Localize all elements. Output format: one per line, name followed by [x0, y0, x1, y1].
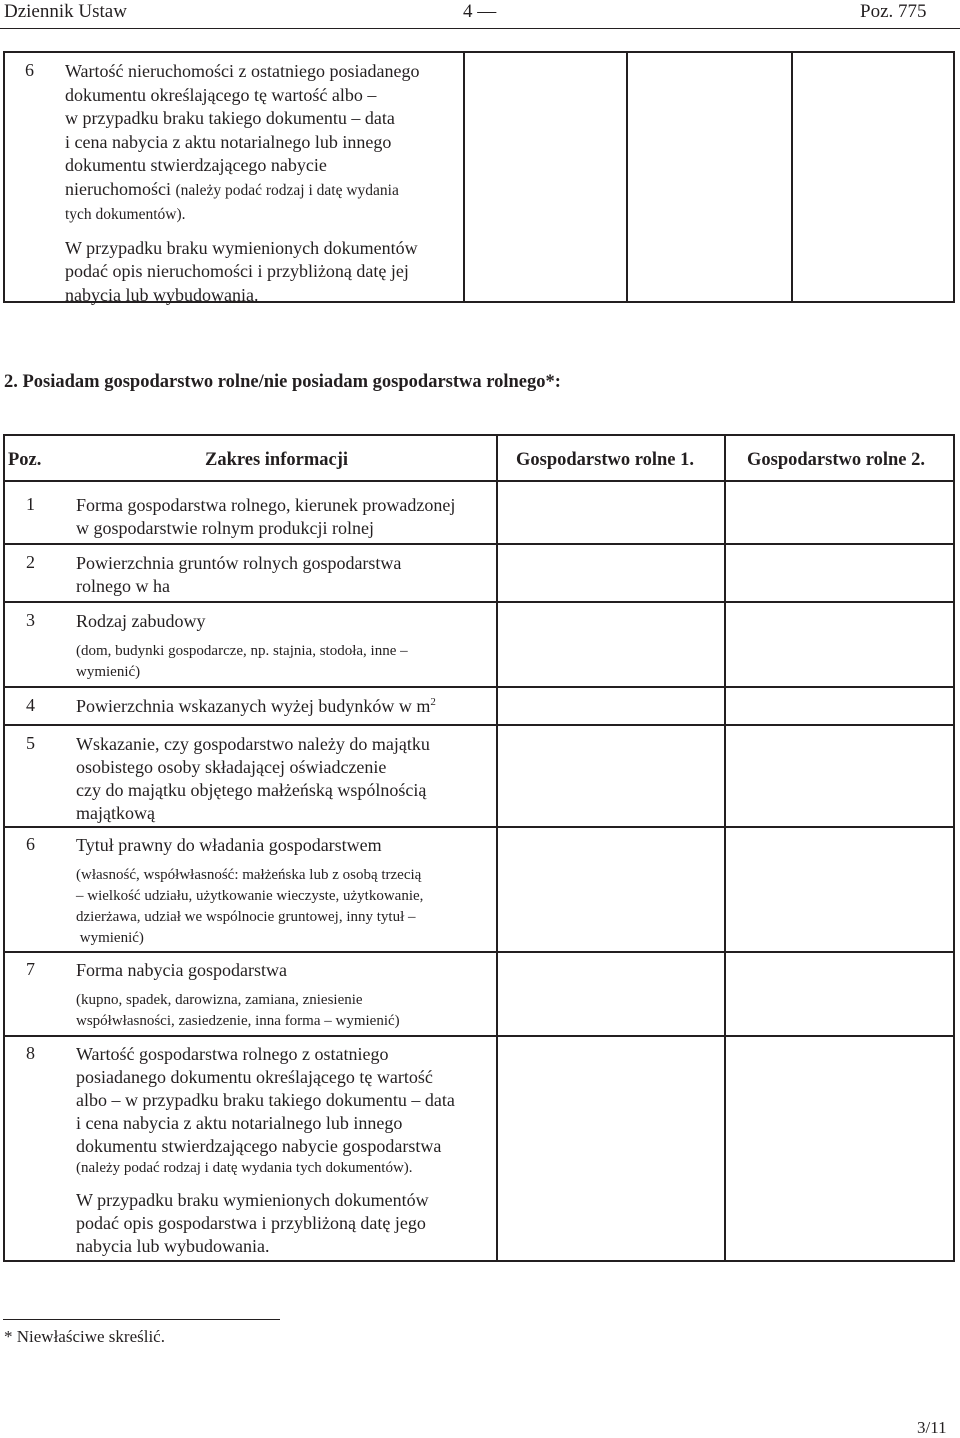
row-divider [5, 724, 953, 726]
position-number: Poz. 775 [860, 1, 927, 22]
text-note: (należy podać rodzaj i datę wydania tych dokumentów). [76, 1160, 413, 1176]
row-description [76, 959, 496, 1032]
text-note: tych dokumentów). [65, 206, 186, 223]
footnote: * Niewłaściwe skreślić. [4, 1327, 165, 1346]
row-description [76, 610, 496, 683]
text-line: W przypadku braku wymienionych dokumentów [65, 237, 418, 258]
row-number: 6 [26, 834, 35, 854]
text-line: dokumentu stwierdzającego nabycie [65, 155, 327, 175]
text-line: nabycia lub wybudowania. [65, 284, 259, 305]
table-column-divider [791, 53, 793, 301]
text-line: dokumentu stwierdzającego nabycie gospodarstwa [76, 1136, 442, 1156]
text-line: posiadanego dokumentu określającego tę wartość [76, 1067, 433, 1087]
text-line: podać opis nieruchomości i przybliżoną datę jej [65, 261, 409, 281]
table-column-divider [626, 53, 628, 301]
text-note: – wielkość udziału, użytkowanie wieczyste, użytkowanie, [76, 888, 424, 904]
row-divider [5, 826, 953, 828]
row-description [76, 552, 496, 598]
text-line: Forma nabycia gospodarstwa [76, 960, 287, 980]
text-line: Powierzchnia gruntów rolnych gospodarstwa [76, 553, 402, 573]
text-line: Wartość nieruchomości z ostatniego posiadanego [65, 61, 420, 81]
section-heading: 2. Posiadam gospodarstwo rolne/nie posiadam gospodarstwa rolnego*: [4, 372, 561, 392]
text-note: dzierżawa, udział we wspólnocie gruntowej, inny tytuł – [76, 909, 416, 925]
row-description [76, 1043, 496, 1258]
text-note: (własność, współwłasność: małżeńska lub z osobą trzecią [76, 867, 422, 883]
superscript: 2 [430, 696, 436, 708]
header-poz: Poz. [8, 450, 42, 470]
row-divider [5, 601, 953, 603]
row-number: 5 [26, 733, 35, 753]
header-farm-2: Gospodarstwo rolne 2. [747, 450, 925, 470]
text-line: i cena nabycia z aktu notarialnego lub innego [76, 1113, 403, 1133]
row-divider [5, 1035, 953, 1037]
row-description [76, 733, 496, 825]
text-line: Forma gospodarstwa rolnego, kierunek prowadzonej [76, 495, 456, 515]
header-zakres: Zakres informacji [205, 450, 349, 470]
text-note: wymienić) [76, 930, 144, 946]
text-line: w gospodarstwie rolnym produkcji rolnej [76, 518, 374, 538]
row-divider [5, 686, 953, 688]
text-line: nabycia lub wybudowania. [76, 1236, 270, 1256]
text-line: Powierzchnia wskazanych wyżej budynków w m [76, 696, 431, 716]
row-description [65, 60, 460, 307]
row-description [76, 695, 496, 718]
row-number: 1 [26, 494, 35, 514]
row-divider [5, 543, 953, 545]
header-rule [0, 28, 960, 29]
row-number: 7 [26, 959, 35, 979]
row-number: 2 [26, 552, 35, 572]
text-note: wymienić) [76, 664, 141, 680]
text-line: dokumentu określającego tę wartość albo – [65, 84, 377, 105]
text-note: (dom, budynki gospodarcze, np. stajnia, stodoła, inne – [76, 643, 408, 659]
table-column-divider [496, 436, 498, 1260]
text-line: majątkową [76, 803, 155, 823]
row-divider [5, 951, 953, 953]
text-line: Wskazanie, czy gospodarstwo należy do majątku [76, 734, 430, 754]
row-number: 3 [26, 610, 35, 630]
table-column-divider [724, 436, 726, 1260]
text-note: (należy podać rodzaj i datę wydania [175, 181, 399, 199]
text-line: Tytuł prawny do władania gospodarstwem [76, 835, 382, 855]
text-line: Rodzaj zabudowy [76, 611, 206, 631]
text-line: osobistego osoby składającej oświadczenie [76, 757, 387, 777]
row-description [76, 494, 496, 540]
text-note: (kupno, spadek, darowizna, zamiana, zniesienie [76, 992, 363, 1008]
header-divider [5, 480, 953, 482]
page-marker: 4 — [463, 1, 497, 22]
row-number: 8 [26, 1043, 35, 1063]
text-line: Wartość gospodarstwa rolnego z ostatniego [76, 1044, 389, 1064]
row-number: 6 [25, 60, 34, 80]
text-line: W przypadku braku wymienionych dokumentów [76, 1190, 429, 1210]
row-description [76, 834, 496, 949]
text-note: współwłasności, zasiedzenie, inna forma – wymienić) [76, 1013, 400, 1029]
footnote-rule [3, 1319, 280, 1320]
text-line: czy do majątku objętego małżeńską wspólnością [76, 780, 427, 800]
page-number: 3/11 [917, 1418, 947, 1437]
farm-table [3, 434, 955, 1262]
text-line: i cena nabycia z aktu notarialnego lub innego [65, 131, 392, 152]
property-value-table [3, 51, 955, 303]
text-line: w przypadku braku takiego dokumentu – data [65, 108, 395, 128]
row-number: 4 [26, 695, 35, 715]
text-line: nieruchomości [65, 178, 171, 199]
table-column-divider [463, 53, 465, 301]
header-farm-1: Gospodarstwo rolne 1. [516, 450, 694, 470]
text-line: albo – w przypadku braku takiego dokumentu – data [76, 1090, 455, 1110]
text-line: podać opis gospodarstwa i przybliżoną datę jego [76, 1213, 426, 1233]
text-line: rolnego w ha [76, 576, 170, 596]
journal-title: Dziennik Ustaw [4, 1, 127, 22]
